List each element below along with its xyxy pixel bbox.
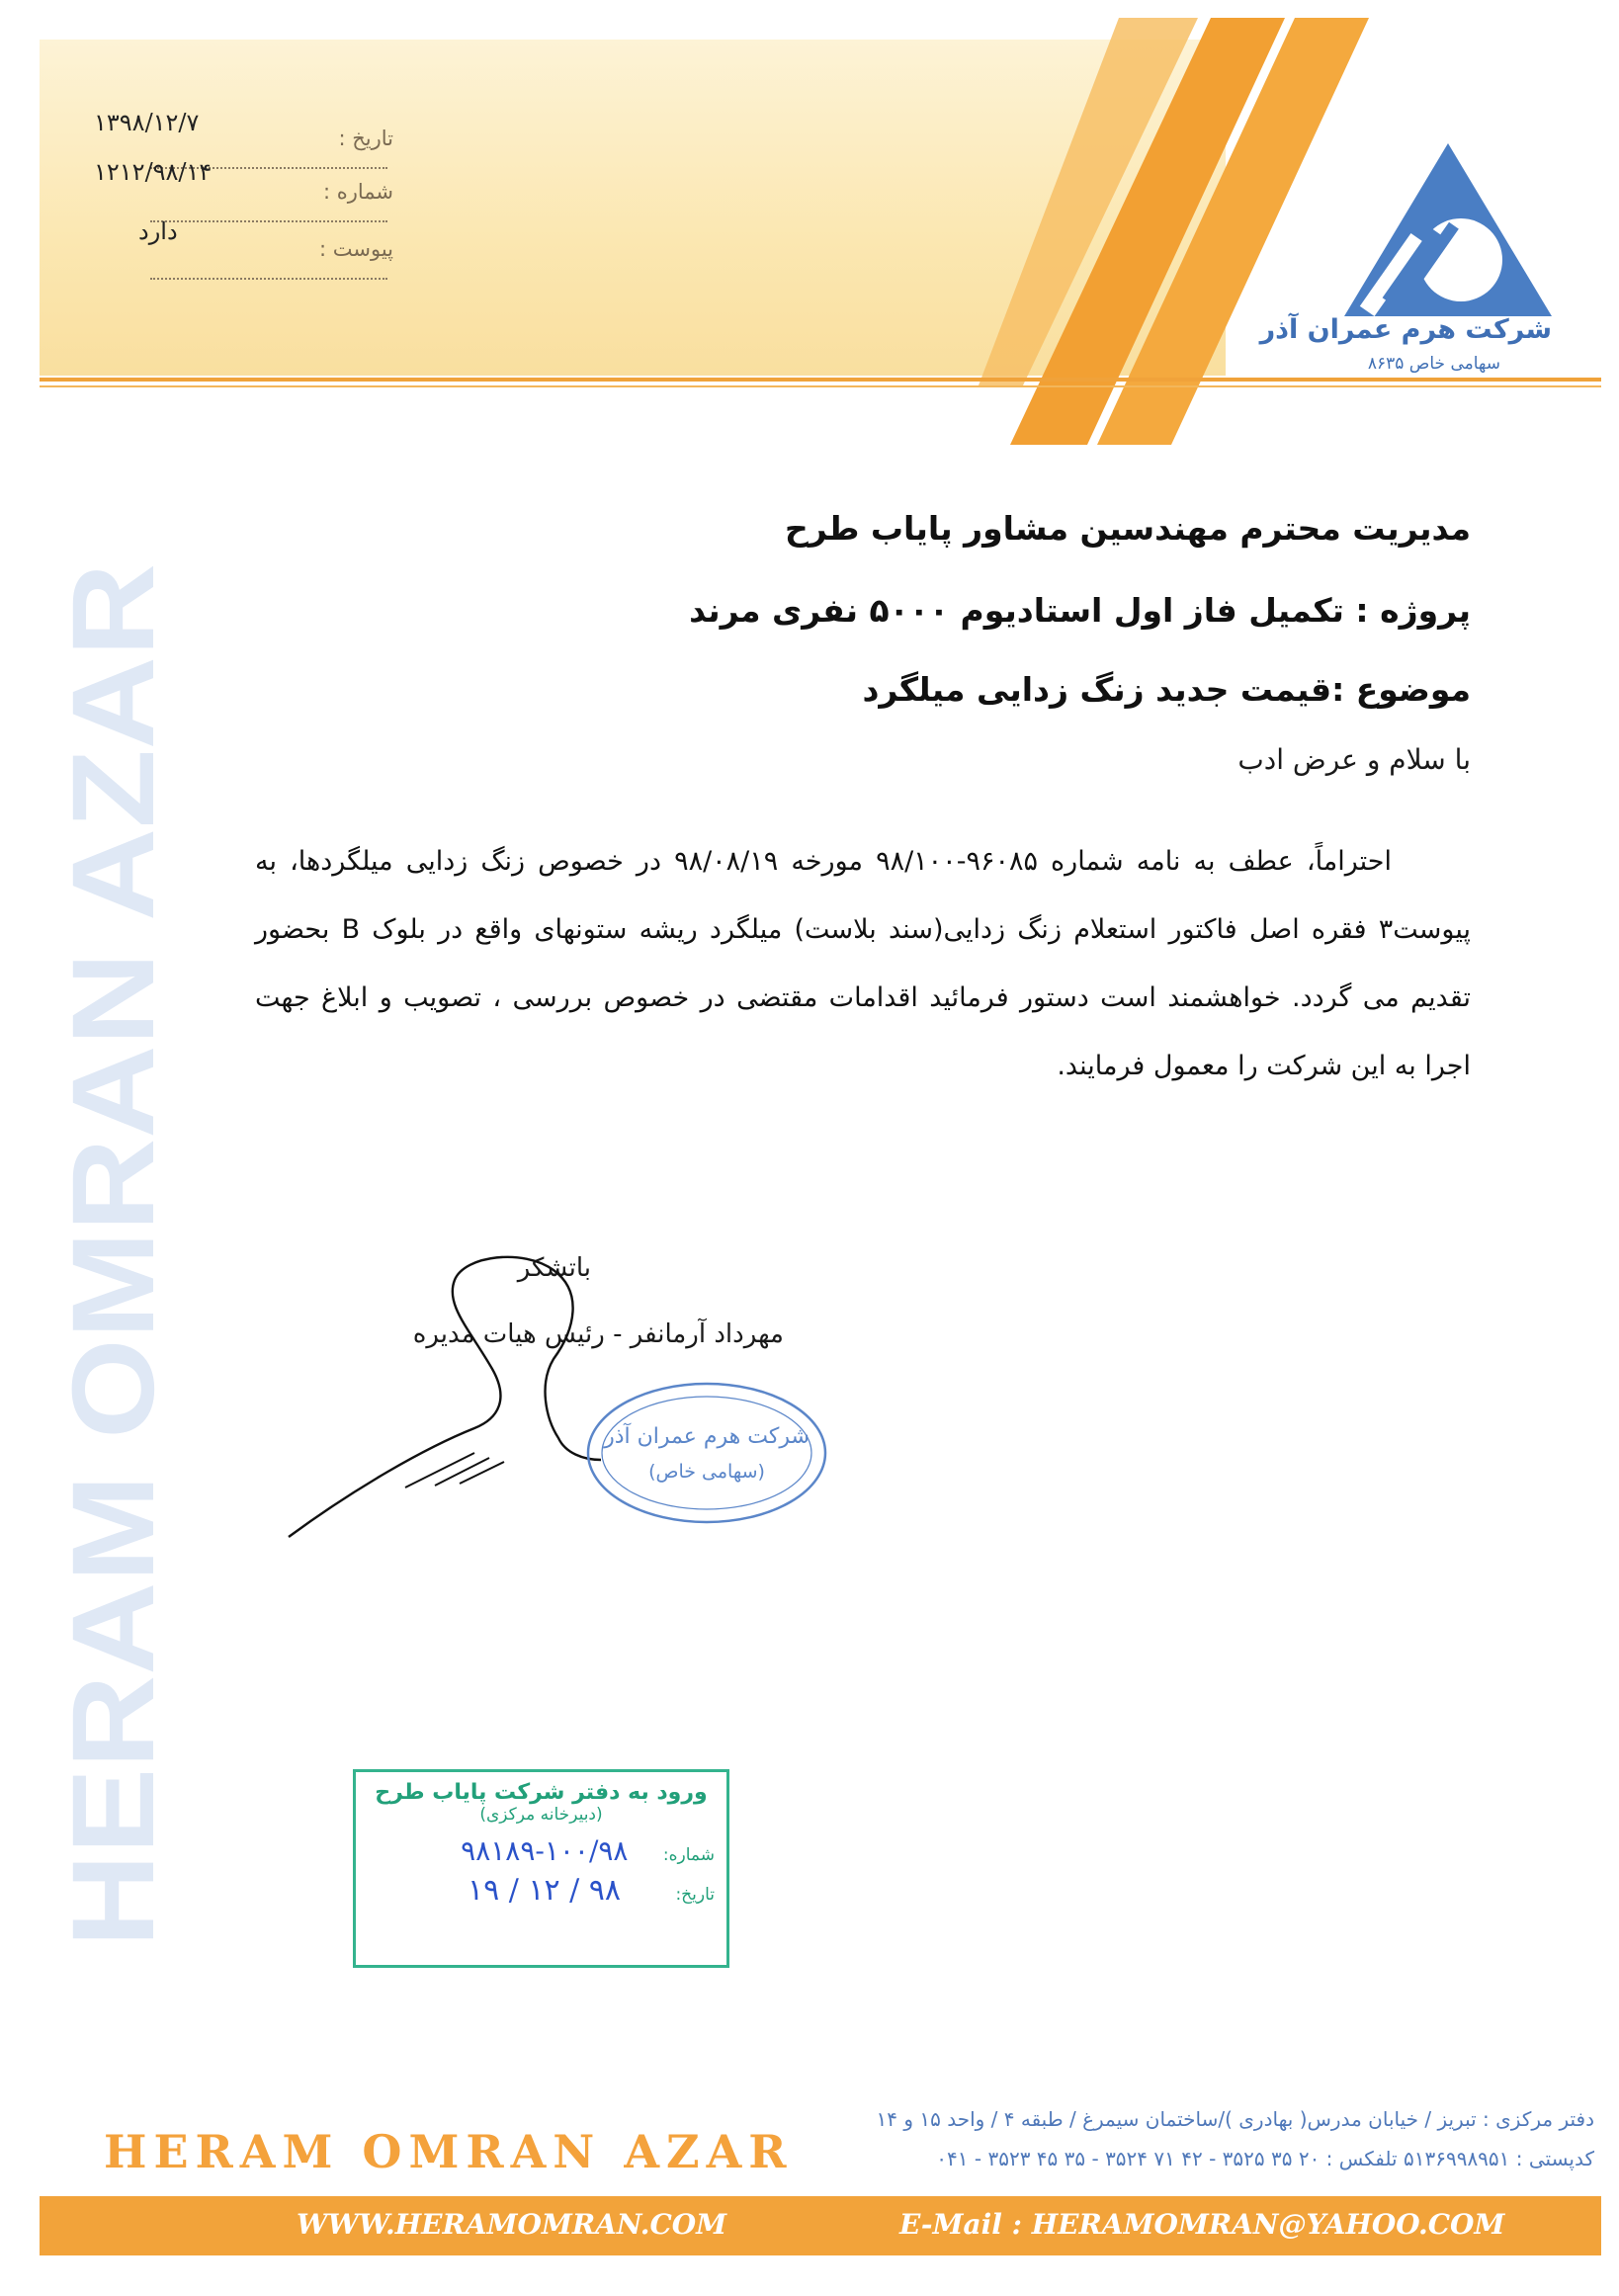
footer-phones: کدپستی : ۵۱۳۶۹۹۸۹۵۱ تلفکس : ۲۰ ۳۵ ۳۵۲۵ - ۴۲ ۷۱ ۳۵۲۴ - ۳۵ ۴۵ ۳۵۲۳ - ۰۴۱	[936, 2147, 1594, 2170]
company-seal-icon	[583, 1379, 830, 1527]
footer-email-link[interactable]: E-Mail : HERAMOMRAN@YAHOO.COM	[899, 2208, 1505, 2241]
company-name: شرکت هرم عمران آذر	[1259, 314, 1552, 345]
seal-line-1: شرکت هرم عمران آذر	[604, 1424, 810, 1449]
letter-recipient: مدیریت محترم مهندسین مشاور پایاب طرح	[785, 509, 1471, 548]
footer-website-link[interactable]: WWW.HERAMOMRAN.COM	[297, 2208, 727, 2241]
number-dots	[150, 214, 387, 222]
date-value: ۱۳۹۸/۱۲/۷	[94, 109, 200, 136]
entrance-stamp	[353, 1769, 729, 1968]
number-value: ۱۲۱۲/۹۸/۱۴	[94, 158, 213, 186]
signature	[287, 1250, 613, 1557]
attachment-dots	[150, 272, 387, 280]
entrance-stamp-subtitle: (دبیرخانه مرکزی)	[479, 1805, 603, 1825]
letter-signer: مهرداد آرمانفر - رئیس هیات مدیره	[412, 1319, 784, 1349]
letter-greeting: با سلام و عرض ادب	[1237, 743, 1471, 776]
letter-closing: باتشکر	[517, 1253, 591, 1283]
company-registration: سهامی خاص ۸۶۳۵	[1367, 354, 1500, 374]
entrance-stamp-date-label: تاریخ:	[675, 1885, 715, 1905]
letter-body: احتراماً، عطف به نامه شماره ۹۶۰۸۵-۹۸/۱۰۰ مورخه ۹۸/۰۸/۱۹ در خصوص زنگ زدایی میلگردها، به پیوست۳ فقره اصل فاکتور استعلام زنگ زدایی(سند بلاست) میلگرد ریشه ستونهای واقع در بلوک B بحضور تقدیم می گردد. خواهشمند است دستور فرمائید اقدامات مقتضی در خصوص بررسی ، تصویب و ابلاغ جهت اجرا به این شرکت را معمول فرمایند.	[255, 846, 1472, 1081]
header-divider-secondary	[40, 385, 1601, 387]
attachment-value: دارد	[138, 217, 178, 245]
date-label: تاریخ :	[338, 127, 393, 150]
footer-address: دفتر مرکزی : تبریز / خیابان مدرس( بهادری )/ساختمان سیمرغ / طبقه ۴ / واحد ۱۵ و ۱۴	[876, 2107, 1594, 2131]
letter-project: پروژه : تکمیل فاز اول استادیوم ۵۰۰۰ نفری مرند	[689, 591, 1471, 630]
company-logo-icon	[1344, 143, 1552, 321]
entrance-stamp-title: ورود به دفتر شرکت پایاب طرح	[375, 1780, 708, 1805]
footer-brand: HERAM OMRAN AZAR	[104, 2125, 794, 2178]
header-divider	[40, 378, 1601, 382]
entrance-stamp-number-label: شماره:	[662, 1845, 715, 1865]
seal-line-2: (سهامی خاص)	[648, 1461, 765, 1483]
watermark-text: HERAM OMRAN AZAR	[48, 694, 179, 1947]
entrance-stamp-date-value: ۹۸ / ۱۲ / ۱۹	[467, 1873, 622, 1908]
number-label: شماره :	[322, 180, 393, 204]
letter-subject: موضوع :قیمت جدید زنگ زدایی میلگرد	[862, 670, 1471, 709]
attachment-label: پیوست :	[319, 237, 393, 261]
entrance-stamp-number-value: ۱۰۰/۹۸-۹۸۱۸۹	[461, 1834, 629, 1867]
